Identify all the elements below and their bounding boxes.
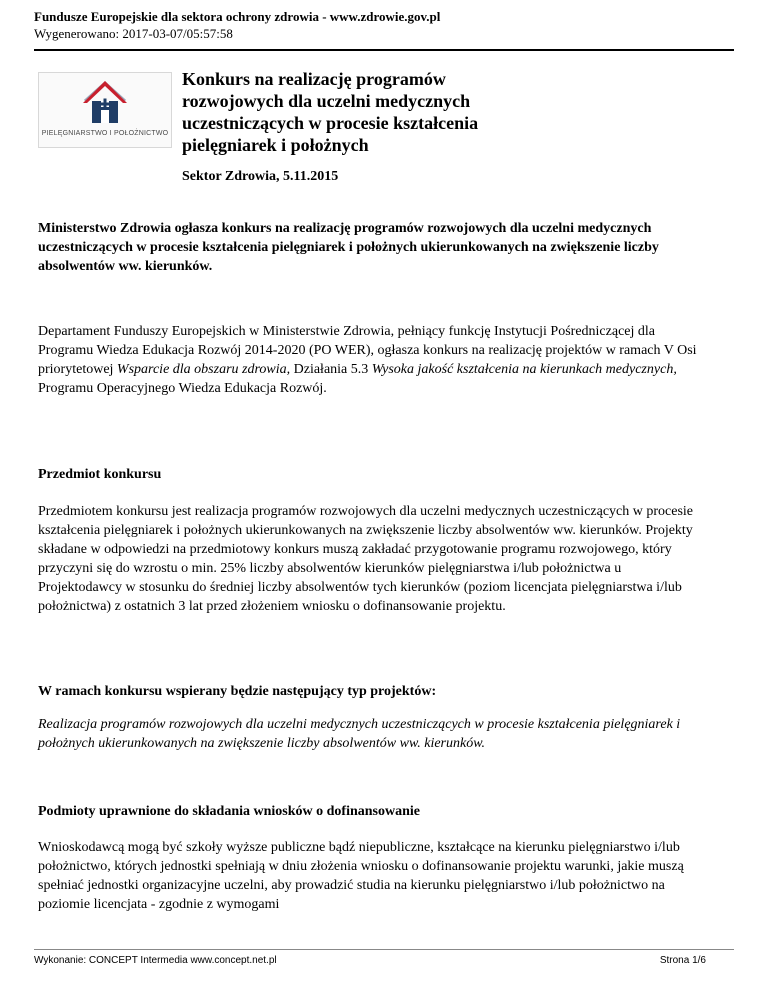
footer-divider [34,949,734,950]
section-heading-subject: Przedmiot konkursu [38,467,162,482]
section-heading-project-type: W ramach konkursu wspierany będzie następujący typ projektów: [38,684,437,699]
page-number: Strona 1/6 [659,955,706,966]
logo-text: PIELĘGNIARSTWO I POŁOŻNICTWO [41,130,169,137]
header-title: Fundusze Europejskie dla sektora ochrony zdrowia - www.zdrowie.gov.pl [34,9,441,24]
page-title: Konkurs na realizację programów rozwojowych dla uczelni medycznych uczestniczących w procesie kształcenia pielęgniarek i położnych [182,69,479,155]
intro-text-1: Departament Funduszy Europejskich w Ministerstwie Zdrowia, pełniący funkcję Instytucji Pośredniczącej dla Programu Wiedza Edukacja Rozwój 2014-2020 (PO WER), ogłasza konkurs na realizację projektów w ramach V Osi priorytetowej [38,324,697,377]
logo [38,72,172,148]
section-body-subject: Przedmiotem konkursu jest realizacja programów rozwojowych dla uczelni medycznych uczestniczących w procesie kształcenia pielęgniarek i położnych ukierunkowanych na zwiększenie liczby absolwentów ww. kierunków. Projekty składane w odpowiedzi na przedmiotowy konkurs muszą zakładać przygotowanie programu rozwojowego, który przyczyni się do wzrostu o min. 25% liczby absolwentów kierunków pielęgniarstwa i/lub położnictwa u Projektodawcy w stosunku do średniej liczby absolwentów tych kierunków (poziom licencjata pielęgniarstwa i/lub położnictwa) z ostatnich 3 lat przed złożeniem wniosku o dofinansowanie projektu. [38,504,694,614]
page-header [34,8,734,42]
intro-italic-2: Wysoka jakość kształcenia na kierunkach medycznych, [371,362,677,377]
footer-credit: Wykonanie: CONCEPT Intermedia www.concept.net.pl [34,955,277,966]
section-heading-eligible: Podmioty uprawnione do składania wniosków o dofinansowanie [38,804,420,819]
generated-timestamp: Wygenerowano: 2017-03-07/05:57:58 [34,26,233,41]
section-body-project-type: Realizacja programów rozwojowych dla uczelni medycznych uczestniczących w procesie kształcenia pielęgniarek i położnych ukierunkowanych na zwiększenie liczby absolwentów ww. kierunków. [38,717,681,751]
lead-paragraph: Ministerstwo Zdrowia ogłasza konkurs na realizację programów rozwojowych dla uczelni medycznych uczestniczących w procesie kształcenia pielęgniarek i położnych ukierunkowanych na zwiększenie liczby absolwentów ww. kierunków. [38,221,659,274]
intro-text-3: Programu Operacyjnego Wiedza Edukacja Rozwój. [38,381,327,396]
intro-text-2: Działania 5.3 [290,362,372,377]
intro-paragraph [38,322,698,398]
sector-date: Sektor Zdrowia, 5.11.2015 [182,169,339,184]
header-divider [34,49,734,51]
section-body-eligible: Wnioskodawcą mogą być szkoły wyższe publiczne bądź niepubliczne, kształcące na kierunku pielęgniarstwo i/lub położnictwo, których jednostki spełniają w dniu złożenia wniosku o dofinansowanie projektu warunki, jakie muszą spełniać jednostki organizacyjne uczelni, aby prowadzić studia na kierunku pielęgniarstwo i/lub położnictwo na poziomie licencjata - zgodnie z wymogami [38,840,684,912]
intro-italic-1: Wsparcie dla obszaru zdrowia, [116,362,291,377]
house-heart-icon [79,77,131,127]
